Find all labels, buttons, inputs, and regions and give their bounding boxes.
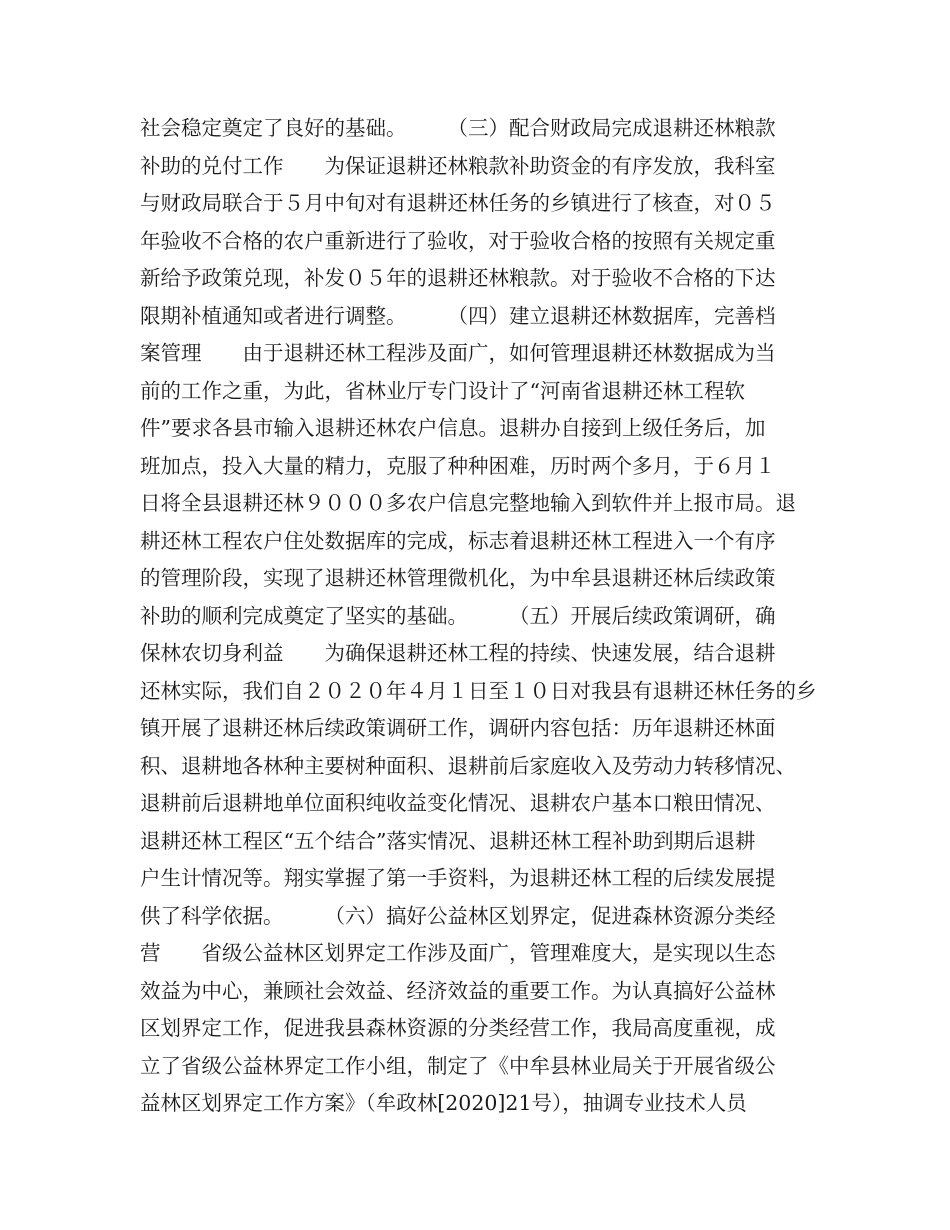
text-line: 案管理 由于退耕还林工程涉及面广，如何管理退耕还林数据成为当 <box>140 341 776 365</box>
text-line: 前的工作之重，为此，省林业厅专门设计了“河南省退耕还林工程软 <box>140 378 745 403</box>
text-line: 还林实际，我们自２０２０年４月１日至１０日对我县有退耕还林任务的乡 <box>140 678 817 703</box>
text-line: 社会稳定奠定了良好的基础。 （三）配合财政局完成退耕还林粮款 <box>140 116 776 140</box>
text-line: 效益为中心，兼顾社会效益、经济效益的重要工作。为认真搞好公益林 <box>140 978 776 1003</box>
body-text <box>140 110 820 1123</box>
text-line: 供了科学依据。 （六）搞好公益林区划界定，促进森林资源分类经 <box>140 903 776 928</box>
text-line: 营 省级公益林区划界定工作涉及面广，管理难度大，是实现以生态 <box>140 941 776 965</box>
text-line: 限期补植通知或者进行调整。 （四）建立退耕还林数据库，完善档 <box>140 303 776 328</box>
text-line: 新给予政策兑现，补发０５年的退耕还林粮款。对于验收不合格的下达 <box>140 266 776 290</box>
text-line: 件”要求各县市输入退耕还林农户信息。退耕办自接到上级任务后，加 <box>140 416 766 440</box>
text-line: 班加点，投入大量的精力，克服了种种困难，历时两个多月，于６月１ <box>140 453 776 478</box>
text-line: 退耕前后退耕地单位面积纯收益变化情况、退耕农户基本口粮田情况、 <box>140 791 776 815</box>
text-line: 耕还林工程农户住处数据库的完成，标志着退耕还林工程进入一个有序 <box>140 528 776 553</box>
text-line: 与财政局联合于５月中旬对有退耕还林任务的乡镇进行了核查，对０５ <box>140 191 776 215</box>
text-line: 退耕还林工程区“五个结合”落实情况、退耕还林工程补助到期后退耕 <box>140 828 756 853</box>
text-line: 立了省级公益林界定工作小组，制定了《中牟县林业局关于开展省级公 <box>140 1053 776 1078</box>
text-line: 益林区划界定工作方案》（牟政林[2020]21号），抽调专业技术人员 <box>140 1091 747 1115</box>
text-line: 镇开展了退耕还林后续政策调研工作，调研内容包括：历年退耕还林面 <box>140 716 776 740</box>
text-line: 补助的顺利完成奠定了坚实的基础。 （五）开展后续政策调研，确 <box>140 603 776 628</box>
text-line: 补助的兑付工作 为保证退耕还林粮款补助资金的有序发放，我科室 <box>140 153 776 178</box>
text-line: 保林农切身利益 为确保退耕还林工程的持续、快速发展，结合退耕 <box>140 641 776 665</box>
text-line: 积、退耕地各林种主要树种面积、退耕前后家庭收入及劳动力转移情况、 <box>140 753 796 778</box>
text-line: 区划界定工作，促进我县森林资源的分类经营工作，我局高度重视，成 <box>140 1016 776 1040</box>
text-line: 年验收不合格的农户重新进行了验收，对于验收合格的按照有关规定重 <box>140 228 776 253</box>
text-line: 的管理阶段，实现了退耕还林管理微机化，为中牟县退耕还林后续政策 <box>140 566 776 590</box>
text-line: 日将全县退耕还林９０００多农户信息完整地输入到软件并上报市局。退 <box>140 491 796 515</box>
text-line: 户生计情况等。翔实掌握了第一手资料，为退耕还林工程的后续发展提 <box>140 866 776 890</box>
